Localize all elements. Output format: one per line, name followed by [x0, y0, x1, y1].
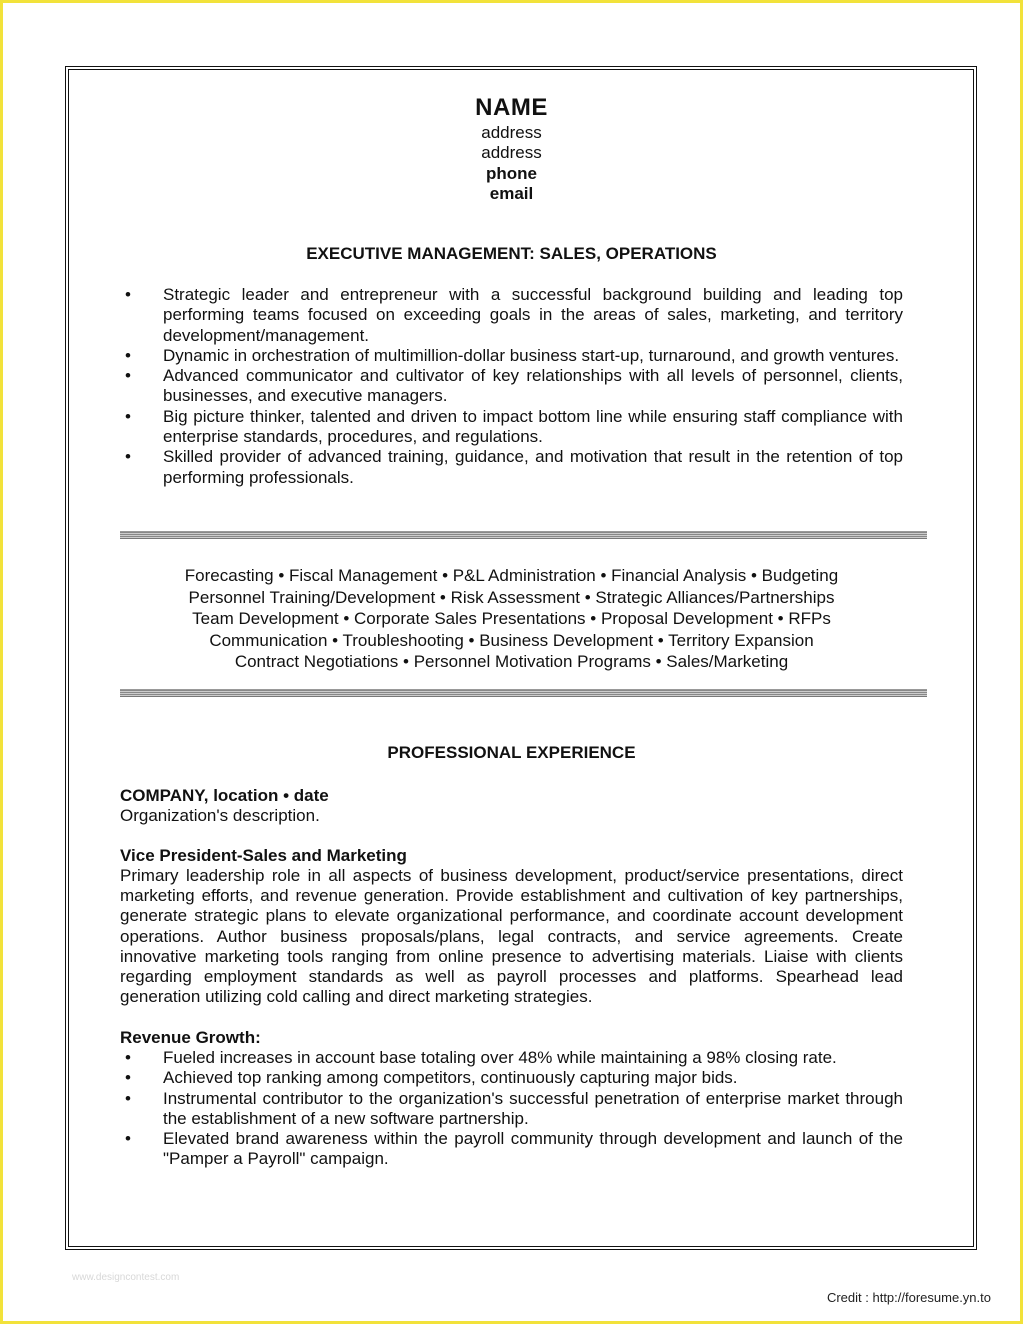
summary-bullet-text: Skilled provider of advanced training, guidance, and motivation that result in the retention of top performing professionals.	[163, 447, 903, 487]
section-divider-1	[120, 531, 927, 539]
revenue-bullet	[120, 1048, 903, 1068]
skills-line: Personnel Training/Development • Risk Assessment • Strategic Alliances/Partnerships	[188, 587, 835, 607]
section-divider-2	[120, 689, 927, 697]
summary-heading: EXECUTIVE MANAGEMENT: SALES, OPERATIONS	[306, 244, 717, 263]
revenue-bullet-text: Achieved top ranking among competitors, continuously capturing major bids.	[163, 1068, 738, 1088]
bullet-icon: •	[125, 447, 131, 467]
summary-bullet-text: Strategic leader and entrepreneur with a successful background building and leading top performing teams focused on exceeding goals in the areas of sales, marketing, and territory development/management.	[163, 285, 903, 345]
bullet-icon: •	[125, 285, 131, 304]
summary-bullet	[120, 346, 903, 366]
revenue-bullet	[120, 1089, 903, 1130]
summary-bullet-list	[120, 285, 903, 488]
org-description: Organization's description.	[120, 806, 320, 825]
phone: phone	[486, 164, 537, 183]
bullet-icon: •	[125, 366, 131, 386]
skills-line: Forecasting • Fiscal Management • P&L Administration • Financial Analysis • Budgeting	[184, 566, 839, 585]
address-line-1: address	[481, 123, 542, 142]
revenue-growth-heading: Revenue Growth:	[120, 1028, 261, 1047]
job-description: Primary leadership role in all aspects of business development, product/service presentations, direct marketing efforts, and revenue generation. Provide establishment and cultivation of key partnerships, generate strategic plans to elevate organizational performance, and coordinate account development operations. Author business proposals/plans, legal contracts, and service agreements. Create innovative marketing tools ranging from online presence to advertising materials. Liaise with clients regarding employment standards as well as payroll processes and platforms. Spearhead lead generation utilizing cold calling and direct marketing strategies.	[120, 866, 903, 1007]
revenue-bullet	[120, 1068, 903, 1088]
skills-line: Team Development • Corporate Sales Presentations • Proposal Development • RFPs	[192, 609, 831, 628]
bullet-icon: •	[125, 1088, 131, 1108]
summary-bullet-text: Big picture thinker, talented and driven to impact bottom line while ensuring staff compliance with enterprise standards, procedures, and regulations.	[163, 406, 903, 447]
bullet-icon: •	[125, 345, 131, 365]
revenue-bullet-text: Elevated brand awareness within the payroll community through development and launch of the "Pamper a Payroll" campaign.	[163, 1129, 903, 1169]
summary-bullet	[120, 285, 903, 346]
address-line-2: address	[481, 143, 542, 162]
company-line: COMPANY, location • date	[120, 786, 329, 805]
email: email	[489, 184, 534, 203]
bullet-icon: •	[125, 1068, 131, 1088]
revenue-bullet-list	[120, 1048, 903, 1170]
skills-line: Contract Negotiations • Personnel Motivation Programs • Sales/Marketing	[234, 652, 789, 671]
bullet-icon: •	[125, 1129, 131, 1149]
skills-line: Communication • Troubleshooting • Business Development • Territory Expansion	[209, 630, 814, 650]
bullet-icon: •	[125, 1048, 131, 1067]
summary-bullet	[120, 447, 903, 488]
skills-block	[120, 565, 903, 673]
summary-bullet	[120, 366, 903, 407]
revenue-bullet	[120, 1129, 903, 1170]
revenue-bullet-text: Instrumental contributor to the organization's successful penetration of enterprise market through the establishment of a new software partnership.	[163, 1088, 903, 1128]
candidate-name: NAME	[475, 94, 548, 121]
watermark: www.designcontest.com	[72, 1272, 180, 1283]
summary-bullet	[120, 407, 903, 448]
bullet-icon: •	[125, 406, 131, 426]
summary-bullet-text: Dynamic in orchestration of multimillion-dollar business start-up, turnaround, and growth ventures.	[163, 345, 900, 365]
credit-link[interactable]: Credit : http://foresume.yn.to	[826, 1290, 991, 1305]
job-title: Vice President-Sales and Marketing	[120, 846, 407, 865]
revenue-bullet-text: Fueled increases in account base totaling over 48% while maintaining a 98% closing rate.	[163, 1048, 837, 1067]
experience-heading: PROFESSIONAL EXPERIENCE	[387, 743, 636, 762]
summary-bullet-text: Advanced communicator and cultivator of key relationships with all levels of personnel, clients, businesses, and executive managers.	[163, 366, 903, 406]
